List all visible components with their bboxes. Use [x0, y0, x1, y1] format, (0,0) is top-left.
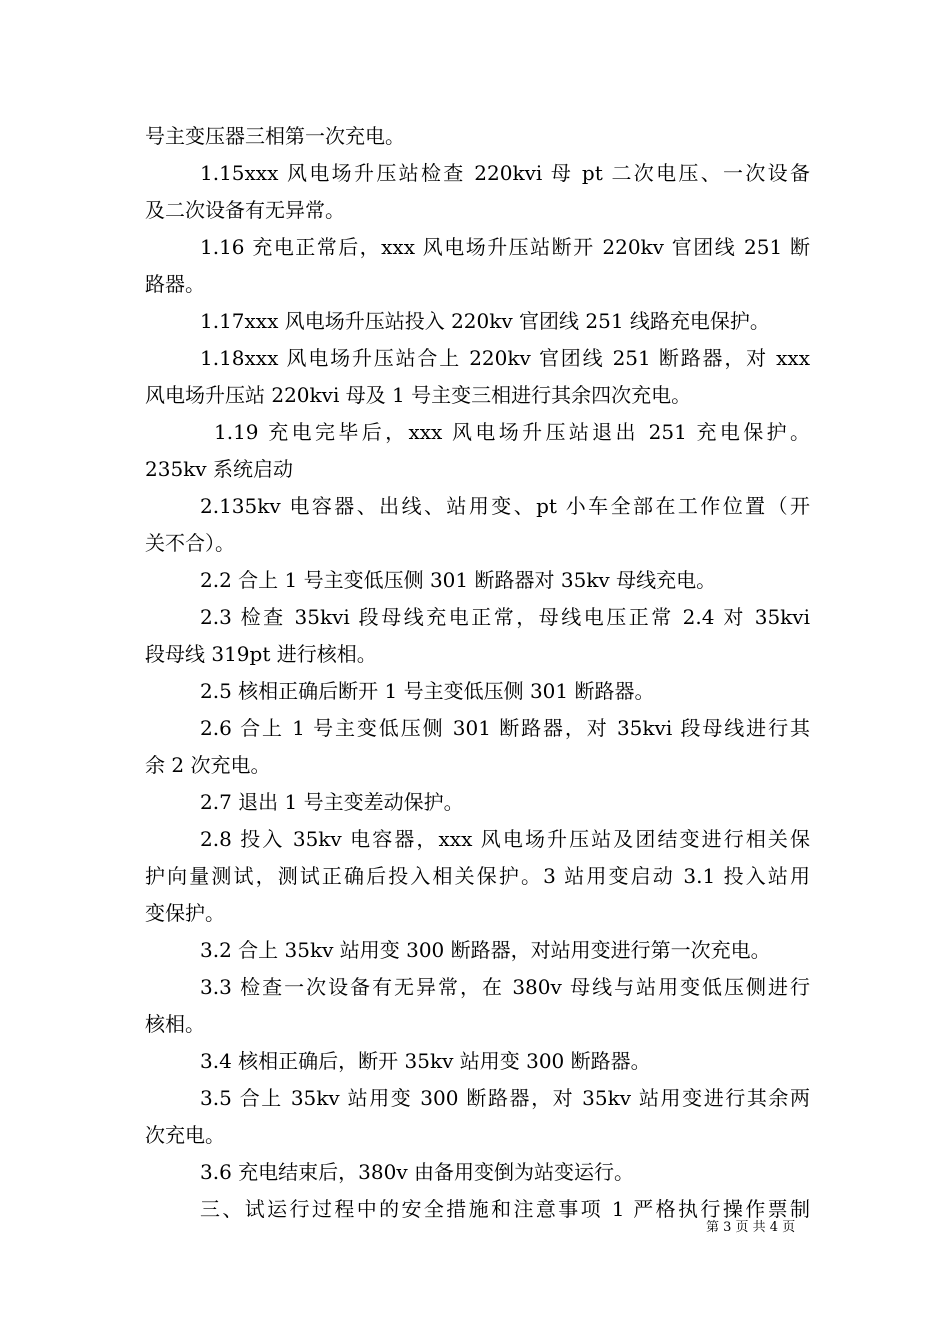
text-line: 1.18xxx 风电场升压站合上 220kv 官团线 251 断路器，对 xxx — [200, 346, 810, 370]
text-line: 号主变压器三相第一次充电。 — [145, 124, 405, 148]
text-line: 次充电。 — [145, 1123, 225, 1147]
text-line: 路器。 — [145, 272, 205, 296]
text-line: 2.7 退出 1 号主变差动保护。 — [200, 790, 464, 814]
text-line: 235kv 系统启动 — [145, 457, 293, 481]
text-line: 核相。 — [145, 1012, 205, 1036]
text-line: 三、试运行过程中的安全措施和注意事项 1 严格执行操作票制 — [200, 1197, 810, 1221]
text-line: 1.16 充电正常后，xxx 风电场升压站断开 220kv 官团线 251 断 — [200, 235, 810, 259]
text-line: 变保护。 — [145, 901, 225, 925]
text-line: 2.3 检查 35kvi 段母线充电正常，母线电压正常 2.4 对 35kvi — [200, 605, 810, 629]
text-line: 护向量测试，测试正确后投入相关保护。3 站用变启动 3.1 投入站用 — [145, 864, 810, 888]
text-line: 3.6 充电结束后，380v 由备用变倒为站变运行。 — [200, 1160, 634, 1184]
text-line: 1.17xxx 风电场升压站投入 220kv 官团线 251 线路充电保护。 — [200, 309, 770, 333]
text-line: 3.2 合上 35kv 站用变 300 断路器，对站用变进行第一次充电。 — [200, 938, 771, 962]
text-line: 余 2 次充电。 — [145, 753, 271, 777]
text-line: 关不合）。 — [145, 531, 235, 555]
text-line: 1.19 充电完毕后，xxx 风电场升压站退出 251 充电保护。 — [214, 420, 810, 444]
text-line: 风电场升压站 220kvi 母及 1 号主变三相进行其余四次充电。 — [145, 383, 692, 407]
text-line: 段母线 319pt 进行核相。 — [145, 642, 377, 666]
text-line: 3.5 合上 35kv 站用变 300 断路器，对 35kv 站用变进行其余两 — [200, 1086, 810, 1110]
text-line: 2.6 合上 1 号主变低压侧 301 断路器，对 35kvi 段母线进行其 — [200, 716, 810, 740]
text-line: 2.2 合上 1 号主变低压侧 301 断路器对 35kv 母线充电。 — [200, 568, 717, 592]
text-line: 2.5 核相正确后断开 1 号主变低压侧 301 断路器。 — [200, 679, 655, 703]
text-line: 3.4 核相正确后，断开 35kv 站用变 300 断路器。 — [200, 1049, 651, 1073]
page-number-footer: 第 3 页 共 4 页 — [706, 1220, 796, 1235]
text-line: 及二次设备有无异常。 — [145, 198, 345, 222]
text-line: 2.135kv 电容器、出线、站用变、pt 小车全部在工作位置（开 — [200, 494, 810, 518]
text-line: 2.8 投入 35kv 电容器，xxx 风电场升压站及团结变进行相关保 — [200, 827, 810, 851]
text-line: 3.3 检查一次设备有无异常，在 380v 母线与站用变低压侧进行 — [200, 975, 810, 999]
text-line: 1.15xxx 风电场升压站检查 220kvi 母 pt 二次电压、一次设备 — [200, 161, 810, 185]
